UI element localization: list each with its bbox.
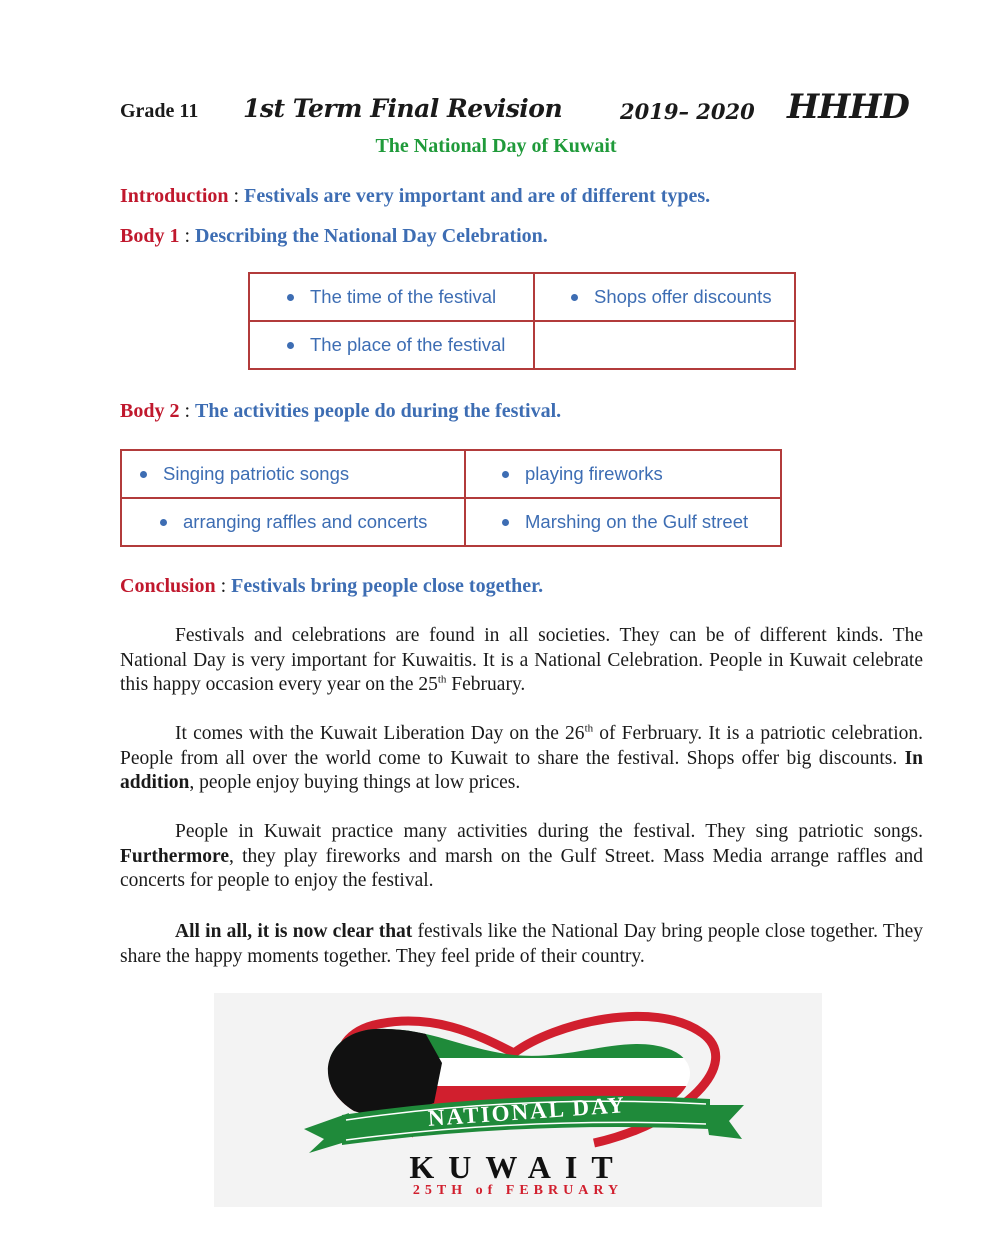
p4-transition: All in all, it is now clear that: [175, 921, 413, 942]
table-cell: [465, 498, 781, 546]
p2-sup: th: [584, 722, 594, 735]
body2-text: The activities people do during the festival.: [195, 400, 562, 422]
p2-transition: In addition: [120, 747, 923, 793]
table-row: [121, 450, 781, 498]
table-row: [121, 498, 781, 546]
body2-table: [120, 449, 782, 547]
table-cell: [534, 273, 795, 321]
p1-text-end: February.: [446, 674, 526, 695]
school-year: 2019– 2020: [620, 99, 755, 124]
national-day-artwork: [214, 993, 822, 1207]
table-cell: [249, 321, 534, 369]
table-cell: [249, 273, 534, 321]
grade-label: Grade 11: [120, 100, 199, 122]
bullet-icon: [140, 471, 147, 478]
p3-text-end: , they play fireworks and marsh on the Gulf Street. Mass Media arrange raffles and concerts for people to enjoy the festival.: [120, 845, 923, 891]
p2-text-mid: of Ferbruary. It is a patriotic celebration. People from all over the world come to Kuwait to share the festival. Shops offer big discounts.: [120, 723, 923, 769]
body1-item: The place of the festival: [310, 334, 506, 355]
p1-sup: th: [437, 673, 447, 686]
country-text: KUWAIT: [409, 1149, 627, 1185]
banner-text: NATIONAL DAY: [427, 1092, 627, 1131]
introduction-label: Introduction: [120, 185, 229, 207]
table-row: [249, 321, 795, 369]
conclusion-line: Conclusion : Festivals bring people close together.: [120, 575, 544, 597]
body1-item: The time of the festival: [310, 286, 497, 307]
bullet-icon: [502, 519, 509, 526]
body2-item: Marshing on the Gulf street: [525, 511, 749, 532]
introduction-text: Festivals are very important and are of different types.: [244, 185, 711, 207]
introduction-line: Introduction : Festivals are very important and are of different types.: [120, 185, 711, 207]
bullet-icon: [571, 294, 578, 301]
body1-text: Describing the National Day Celebration.: [195, 225, 548, 247]
p1-text: Festivals and celebrations are found in all societies. They can be of different kinds. The National Day is very important for Kuwaitis. It is a National Celebration. People in Kuwait celebrate this happy occasion every year on the 25: [120, 625, 923, 695]
p2-text: It comes with the Kuwait Liberation Day on the 26: [175, 723, 585, 744]
table-cell: [534, 321, 795, 369]
page-title: The National Day of Kuwait: [375, 135, 617, 157]
essay-paragraph-2: [120, 722, 923, 796]
conclusion-text: Festivals bring people close together.: [231, 575, 544, 597]
table-row: [249, 273, 795, 321]
body2-line: Body 2 : The activities people do during the festival.: [120, 400, 562, 422]
conclusion-label: Conclusion: [120, 575, 216, 597]
date-text: 25TH of FEBRUARY: [412, 1183, 624, 1198]
essay-paragraph-4: [120, 920, 923, 969]
p4-text: festivals like the National Day bring people close together. They share the happy moments together. They feel pride of their country.: [120, 921, 923, 967]
table-cell: [121, 498, 465, 546]
body1-table: [248, 272, 796, 370]
essay-paragraph-1: [120, 624, 923, 698]
p3-transition: Furthermore: [120, 845, 230, 867]
body1-label: Body 1: [120, 225, 180, 247]
bullet-icon: [287, 342, 294, 349]
bullet-icon: [160, 519, 167, 526]
body1-item: Shops offer discounts: [594, 286, 772, 307]
body1-line: Body 1 : Describing the National Day Celebration.: [120, 225, 548, 247]
body2-item: arranging raffles and concerts: [183, 511, 428, 532]
bullet-icon: [502, 471, 509, 478]
p3-text: People in Kuwait practice many activities during the festival. They sing patriotic songs.: [175, 821, 923, 842]
term-label: 1st Term Final Revision: [243, 94, 563, 123]
teacher-code: HHHD: [787, 87, 909, 127]
body2-label: Body 2: [120, 400, 180, 422]
body2-item: Singing patriotic songs: [163, 463, 350, 484]
table-cell: [465, 450, 781, 498]
body2-item: playing fireworks: [525, 463, 663, 484]
bullet-icon: [287, 294, 294, 301]
p2-text-end: , people enjoy buying things at low prices.: [189, 772, 521, 793]
essay-paragraph-3: [120, 820, 923, 894]
table-cell: [121, 450, 465, 498]
